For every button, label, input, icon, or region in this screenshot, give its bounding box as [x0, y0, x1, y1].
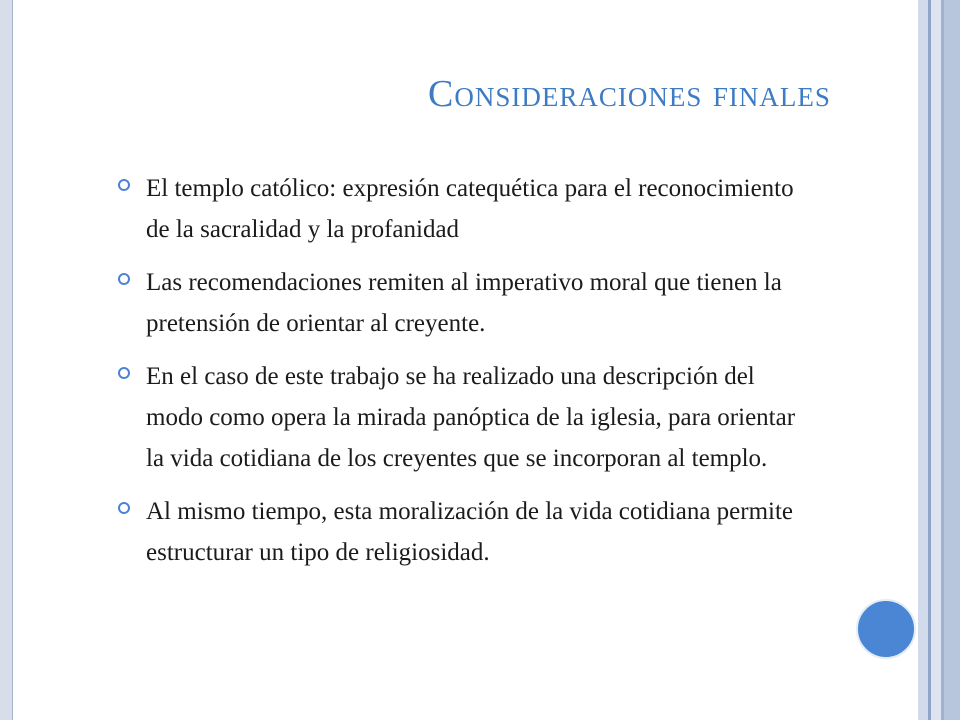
bullet-text: El templo católico: expresión catequética para el reconocimiento de la sacralidad y la profanidad: [146, 175, 794, 243]
bullet-text: En el caso de este trabajo se ha realizado una descripción del modo como opera la mirada panóptica de la iglesia, para orientar la vida cotidiana de los creyentes que se incorporan al templo.: [146, 363, 796, 472]
bullet-text: Al mismo tiempo, esta moralización de la vida cotidiana permite estructurar un tipo de religiosidad.: [146, 498, 794, 566]
bullet-circle-icon: [118, 367, 130, 379]
bullet-circle-icon: [118, 502, 130, 514]
bullet-item: [118, 491, 808, 573]
bullet-text: Las recomendaciones remiten al imperativo moral que tienen la pretensión de orientar al creyente.: [146, 269, 782, 337]
bullet-item: [118, 168, 808, 250]
slide-title: Consideraciones finales: [428, 73, 831, 115]
left-border: [0, 0, 13, 720]
bullet-list: [118, 168, 808, 585]
bullet-circle-icon: [118, 179, 130, 191]
bullet-item: [118, 262, 808, 344]
right-stripe-5: [944, 0, 960, 720]
bullet-item: [118, 356, 808, 479]
right-stripe-1: [918, 0, 928, 720]
right-stripe-3: [931, 0, 941, 720]
bullet-circle-icon: [118, 273, 130, 285]
decorative-circle: [856, 599, 916, 659]
